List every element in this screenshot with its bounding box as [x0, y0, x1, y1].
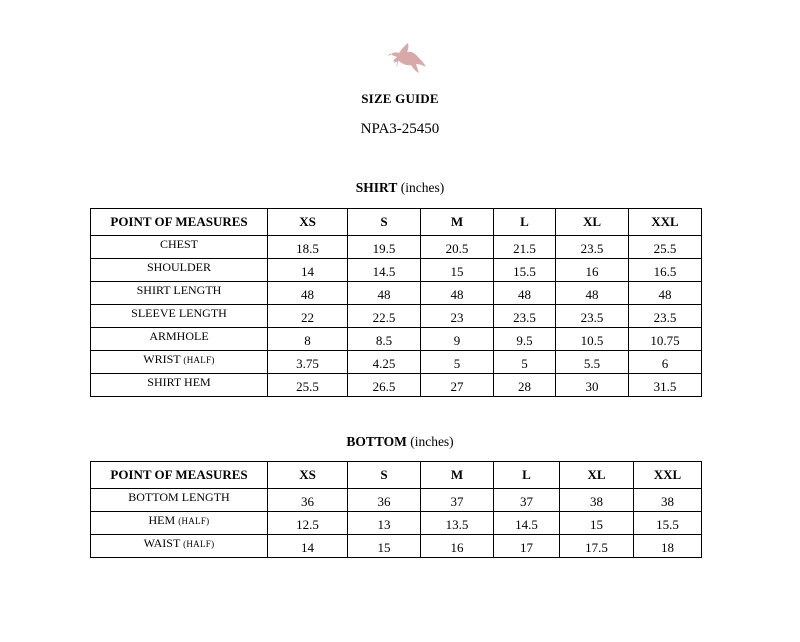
table-header-row: [91, 462, 702, 489]
column-header: XXL: [634, 462, 702, 489]
measure-name: SHOULDER: [146, 260, 211, 274]
size-value: 25.5: [268, 374, 348, 397]
table-row: [91, 328, 702, 351]
measure-label: [91, 374, 268, 397]
size-value: 48: [494, 282, 556, 305]
measure-qualifier: (HALF): [183, 539, 215, 549]
size-value: 26.5: [348, 374, 421, 397]
size-value: 37: [421, 489, 494, 512]
measure-name: SLEEVE LENGTH: [131, 306, 227, 320]
measure-name: ARMHOLE: [149, 329, 209, 343]
size-value: 16: [556, 259, 629, 282]
measure-label: [91, 236, 268, 259]
size-value: 19.5: [348, 236, 421, 259]
size-value: 10.5: [556, 328, 629, 351]
shirt-section-name: SHIRT: [355, 180, 398, 195]
measure-name: SHIRT LENGTH: [136, 283, 222, 297]
table-row: [91, 236, 702, 259]
measure-qualifier: (HALF): [178, 516, 210, 526]
column-header: S: [348, 462, 421, 489]
size-value: 38: [634, 489, 702, 512]
size-value: 17: [494, 535, 560, 558]
table-row: [91, 374, 702, 397]
size-value: 23.5: [556, 236, 629, 259]
measure-name: SHIRT HEM: [147, 375, 211, 389]
dove-icon: [388, 40, 428, 74]
size-value: 8: [268, 328, 348, 351]
column-header: POINT OF MEASURES: [91, 462, 268, 489]
table-header-row: [91, 209, 702, 236]
measure-label: [91, 489, 268, 512]
size-value: 48: [268, 282, 348, 305]
product-code: NPA3-25450: [360, 121, 440, 137]
table-row: [91, 489, 702, 512]
measure-name: CHEST: [159, 237, 198, 251]
size-value: 23.5: [629, 305, 702, 328]
column-header: S: [348, 209, 421, 236]
size-value: 9: [421, 328, 494, 351]
size-value: 14.5: [348, 259, 421, 282]
column-header: XS: [268, 462, 348, 489]
size-value: 16.5: [629, 259, 702, 282]
column-header: POINT OF MEASURES: [91, 209, 268, 236]
table-row: [91, 351, 702, 374]
size-value: 17.5: [560, 535, 634, 558]
shirt-section-unit: (inches): [400, 180, 445, 195]
column-header: XL: [560, 462, 634, 489]
table-row: [91, 305, 702, 328]
size-value: 36: [348, 489, 421, 512]
size-value: 13.5: [421, 512, 494, 535]
size-value: 6: [629, 351, 702, 374]
measure-name: WRIST: [143, 352, 181, 366]
size-value: 8.5: [348, 328, 421, 351]
size-value: 5.5: [556, 351, 629, 374]
size-value: 23.5: [494, 305, 556, 328]
size-value: 25.5: [629, 236, 702, 259]
size-value: 15: [421, 259, 494, 282]
size-value: 15.5: [494, 259, 556, 282]
measure-label: [91, 328, 268, 351]
size-value: 38: [560, 489, 634, 512]
size-value: 16: [421, 535, 494, 558]
column-header: L: [494, 209, 556, 236]
measure-label: [91, 512, 268, 535]
size-value: 48: [421, 282, 494, 305]
size-value: 48: [629, 282, 702, 305]
measure-qualifier: (HALF): [183, 355, 215, 365]
size-value: 13: [348, 512, 421, 535]
size-value: 23.5: [556, 305, 629, 328]
size-value: 18: [634, 535, 702, 558]
size-value: 27: [421, 374, 494, 397]
size-value: 23: [421, 305, 494, 328]
size-value: 14.5: [494, 512, 560, 535]
measure-name: HEM: [148, 513, 176, 527]
column-header: XL: [556, 209, 629, 236]
measure-label: [91, 305, 268, 328]
bottom-section-name: BOTTOM: [346, 434, 407, 449]
size-value: 5: [494, 351, 556, 374]
size-value: 21.5: [494, 236, 556, 259]
size-value: 3.75: [268, 351, 348, 374]
measure-name: WAIST: [143, 536, 181, 550]
measure-label: [91, 535, 268, 558]
size-value: 48: [348, 282, 421, 305]
size-value: 14: [268, 259, 348, 282]
bottom-size-table: [90, 461, 702, 558]
column-header: M: [421, 209, 494, 236]
measure-label: [91, 351, 268, 374]
size-value: 30: [556, 374, 629, 397]
table-row: [91, 512, 702, 535]
column-header: L: [494, 462, 560, 489]
size-value: 18.5: [268, 236, 348, 259]
size-value: 22: [268, 305, 348, 328]
measure-name: BOTTOM LENGTH: [128, 490, 230, 504]
size-value: 28: [494, 374, 556, 397]
shirt-section-title: [0, 180, 800, 196]
page-title: SIZE GUIDE: [361, 91, 439, 106]
table-row: [91, 259, 702, 282]
column-header: XXL: [629, 209, 702, 236]
size-value: 37: [494, 489, 560, 512]
size-value: 15: [348, 535, 421, 558]
size-value: 5: [421, 351, 494, 374]
measure-label: [91, 259, 268, 282]
shirt-size-table: [90, 208, 702, 397]
size-value: 10.75: [629, 328, 702, 351]
size-value: 12.5: [268, 512, 348, 535]
size-value: 36: [268, 489, 348, 512]
size-value: 48: [556, 282, 629, 305]
bottom-section-title: [0, 434, 800, 450]
measure-label: [91, 282, 268, 305]
table-row: [91, 282, 702, 305]
column-header: XS: [268, 209, 348, 236]
size-value: 14: [268, 535, 348, 558]
table-row: [91, 535, 702, 558]
size-value: 22.5: [348, 305, 421, 328]
size-value: 15: [560, 512, 634, 535]
size-value: 4.25: [348, 351, 421, 374]
size-value: 31.5: [629, 374, 702, 397]
size-value: 20.5: [421, 236, 494, 259]
size-value: 15.5: [634, 512, 702, 535]
bottom-section-unit: (inches): [410, 434, 454, 449]
size-value: 9.5: [494, 328, 556, 351]
column-header: M: [421, 462, 494, 489]
